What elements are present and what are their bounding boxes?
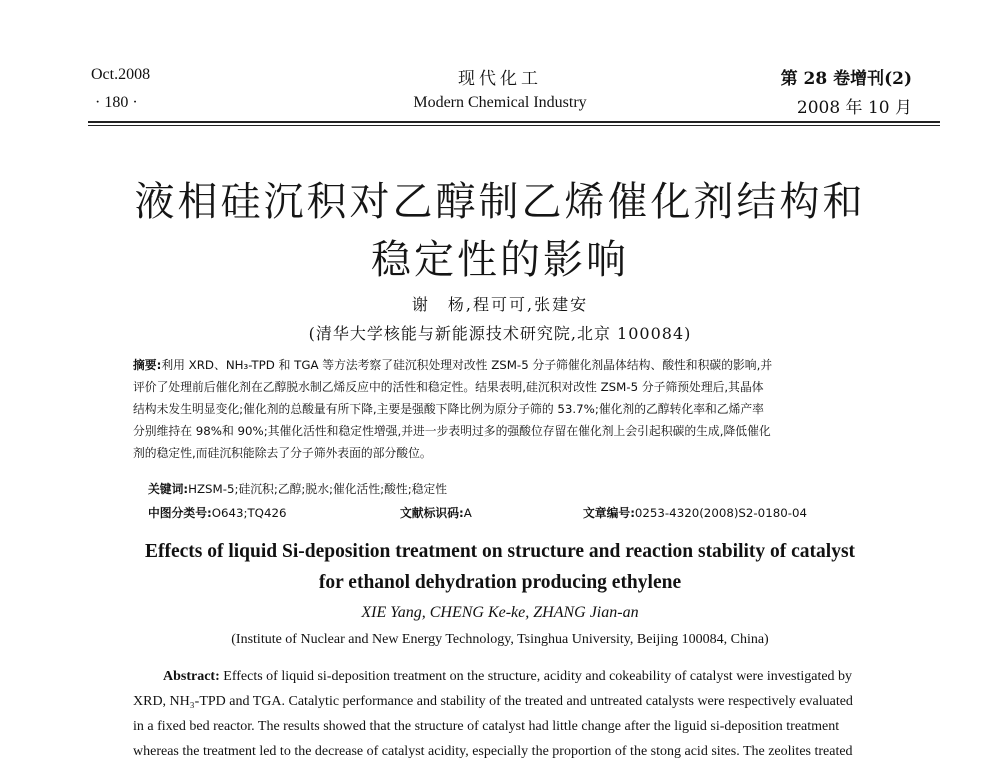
header-date: Oct.2008: [91, 66, 151, 83]
keywords-label: 关键词:: [148, 482, 189, 496]
abstract-cn-line: 摘要:利用 XRD、NH₃-TPD 和 TGA 等方法考察了硅沉积处理对改性 ZSM-5 分子筛催化剂晶体结构、酸性和积碳的影响,并: [133, 358, 773, 372]
clc-number: 中图分类号:O643;TQ426: [148, 506, 287, 520]
title-en-line1: Effects of liquid Si-deposition treatment on structure and reaction stability of catalyst: [144, 541, 856, 562]
keywords-value: HZSM-5;硅沉积;乙醇;脱水;催化活性;酸性;稳定性: [188, 482, 448, 496]
abstract-cn-line: 结构未发生明显变化;催化剂的总酸量有所下降,主要是强酸下降比例为原分子筛的 53.7%;催化剂的乙醇转化率和乙烯产率: [133, 402, 764, 416]
authors-cn: 谢 杨,程可可,张建安: [411, 295, 589, 314]
abstract-cn-label: 摘要:: [133, 358, 162, 372]
keywords-cn: [148, 480, 447, 497]
volume-info: 第 28 卷增刊(2): [780, 69, 912, 89]
journal-name-cn: 现代化工: [458, 69, 542, 89]
affiliation-cn: (清华大学核能与新能源技术研究院,北京 100084): [308, 324, 692, 343]
abstract-en-line: whereas the treatment led to the decrease of catalyst acidity, especially the proportion of the stong acid sites. The zeolites treated: [133, 744, 853, 759]
abstract-cn-line: 分别维持在 98%和 90%;其催化活性和稳定性增强,并进一步表明过多的强酸位存留在催化剂上会引起积碳的生成,降低催化: [133, 424, 771, 438]
title-cn-line2: 稳定性的影响: [371, 237, 629, 283]
abstract-en: [133, 664, 880, 764]
abstract-en-line: XRD, NH₃-TPD and TGA. Catalytic performance and stability of the treated and untreated catalysts were respectively evaluated: [133, 694, 853, 709]
issue-date: 2008 年 10 月: [796, 98, 912, 118]
affiliation-en: (Institute of Nuclear and New Energy Technology, Tsinghua University, Beijing 100084, China): [231, 632, 769, 647]
journal-name-en: Modern Chemical Industry: [413, 94, 587, 111]
abstract-en-line: Abstract: Effects of liquid si-deposition treatment on the structure, acidity and cokeability of catalyst were investigated by: [163, 669, 853, 684]
abstract-cn: [133, 354, 880, 464]
page-number: · 180 ·: [95, 94, 138, 111]
article-number: 文章编号:0253-4320(2008)S2-0180-04: [583, 506, 807, 520]
title-en-line2: for ethanol dehydration producing ethylene: [318, 572, 682, 593]
authors-en: XIE Yang, CHENG Ke-ke, ZHANG Jian-an: [361, 604, 639, 621]
abstract-en-line: in a fixed bed reactor. The results showed that the structure of catalyst had little change after the liguid si-deposition treatment: [133, 719, 840, 734]
document-code: 文献标识码:A: [400, 506, 472, 520]
header-rule: [88, 121, 940, 123]
header-rule-thin: [88, 125, 940, 126]
title-cn-line1: 液相硅沉积对乙醇制乙烯催化剂结构和: [134, 179, 866, 225]
abstract-cn-line: 剂的稳定性,而硅沉积能除去了分子筛外表面的部分酸位。: [133, 446, 432, 460]
abstract-cn-line: 评价了处理前后催化剂在乙醇脱水制乙烯反应中的活性和稳定性。结果表明,硅沉积对改性 ZSM-5 分子筛预处理后,其晶体: [133, 380, 764, 394]
abstract-en-label: Abstract:: [163, 669, 220, 684]
